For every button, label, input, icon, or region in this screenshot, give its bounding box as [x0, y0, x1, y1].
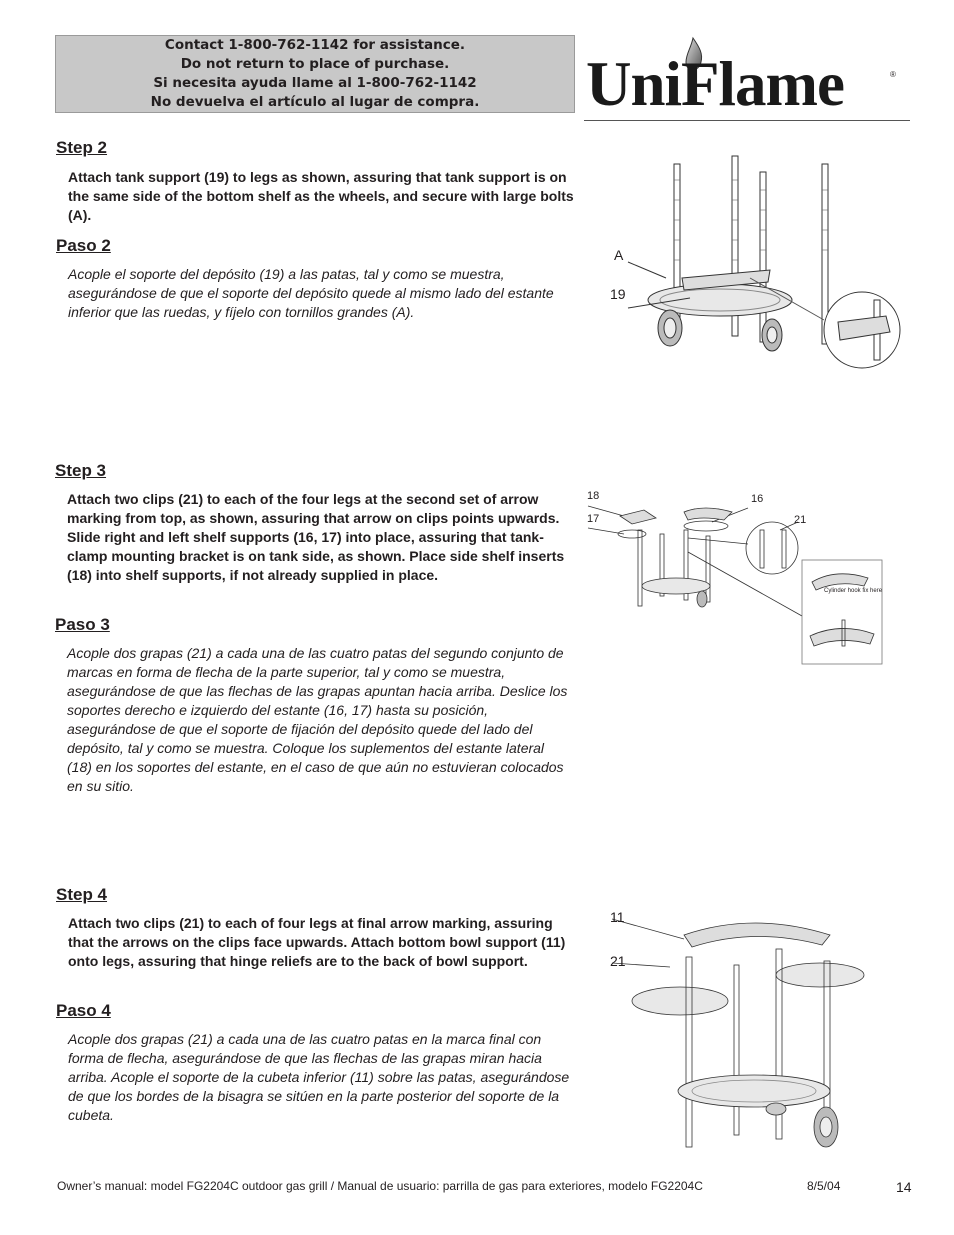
brand-name: UniFlame — [586, 49, 844, 119]
step-4-title: Step 4 — [56, 885, 108, 904]
step-3-text: Attach two clips (21) to each of the four legs at the second set of arrow marking from top, as shown, assuring that arrow on clips points upwards. Slide right and left shelf supports (16, 17) into place, assuring that tank-clamp mounting bracket is on tank side, as shown. Place side shelf inserts (18) into shelf supports, if not already supplied in place. — [67, 491, 565, 583]
step-2-figure — [600, 150, 910, 370]
contact-line: Contact 1-800-762-1142 for assistance. — [164, 37, 466, 53]
inset-label: Cylinder hook fix here — [824, 588, 883, 594]
step-4-figure — [604, 905, 874, 1155]
header-rule — [584, 120, 910, 121]
step-2-text: Attach tank support (19) to legs as shown, assuring that tank support is on the same side of the bottom shelf as the wheels, and secure with large bolts (A). — [68, 169, 574, 223]
callout-18: 18 — [587, 490, 600, 502]
callout-11: 11 — [610, 909, 625, 925]
paso-2-text: Acople el soporte del depósito (19) a las patas, tal y como se muestra, asegurándose de que el soporte del depósito quede al mismo lado del estante inferior que las ruedas, y fíjelo con tornillos grandes (A). — [68, 266, 554, 320]
registered-mark: ® — [890, 70, 896, 79]
shelf-supports-illustration — [584, 486, 884, 671]
callout-a: A — [614, 247, 624, 263]
footer-date: 8/5/04 — [807, 1179, 841, 1193]
contact-box — [55, 35, 575, 113]
paso-3-text: Acople dos grapas (21) a cada una de las cuatro patas del segundo conjunto de marcas en forma de flecha de la parte superior, tal y como se muestra, asegurándose de que las flechas de las grapas apuntan hacia arriba. Deslice los soportes derecho e izquierdo del estante (16, 17) hasta su posición, asegurándose de que el soporte de fijación del depósito quede del lado del depósito, tal y como se muestra. Coloque los suplementos del estante lateral (18) en los soportes del estante, en el caso de que aún no estuvieran colocados en su sitio. — [67, 645, 568, 794]
uniflame-logo — [584, 36, 904, 119]
step-3-title: Step 3 — [55, 461, 107, 480]
contact-line: Do not return to place of purchase. — [180, 56, 450, 72]
step-4-text: Attach two clips (21) to each of four legs at final arrow marking, assuring that the arrows on the clips face upwards. Attach bottom bowl support (11) onto legs, assuring that hinge reliefs are to the back of bowl support. — [68, 915, 566, 969]
paso-3-title: Paso 3 — [55, 615, 110, 634]
callout-19: 19 — [610, 286, 626, 302]
paso-2-title: Paso 2 — [56, 236, 111, 255]
page-number: 14 — [896, 1179, 912, 1195]
callout-21: 21 — [610, 953, 626, 969]
bowl-support-illustration — [604, 905, 874, 1155]
step-2-title: Step 2 — [56, 138, 108, 157]
contact-line: Si necesita ayuda llame al 1-800-762-1142 — [153, 75, 477, 91]
cart-tank-support-illustration — [600, 150, 910, 370]
footer-text: Owner’s manual: model FG2204C outdoor gas grill / Manual de usuario: parrilla de gas para exteriores, modelo FG2204C — [57, 1179, 703, 1193]
step-3-figure — [584, 486, 884, 671]
paso-4-title: Paso 4 — [56, 1001, 111, 1020]
contact-line: No devuelva el artículo al lugar de compra. — [150, 94, 480, 110]
paso-4-text: Acople dos grapas (21) a cada una de las cuatro patas en la marca final con forma de flecha, asegurándose de que las flechas de las grapas miran hacia arriba. Acople el soporte de la cubeta inferior (11) sobre las patas, asegurándose de que los bordes de la bisagra se sitúen en la parte posterior del soporte de la cubeta. — [68, 1031, 570, 1123]
callout-21: 21 — [794, 514, 807, 526]
callout-16: 16 — [751, 493, 764, 505]
callout-17: 17 — [587, 513, 600, 525]
